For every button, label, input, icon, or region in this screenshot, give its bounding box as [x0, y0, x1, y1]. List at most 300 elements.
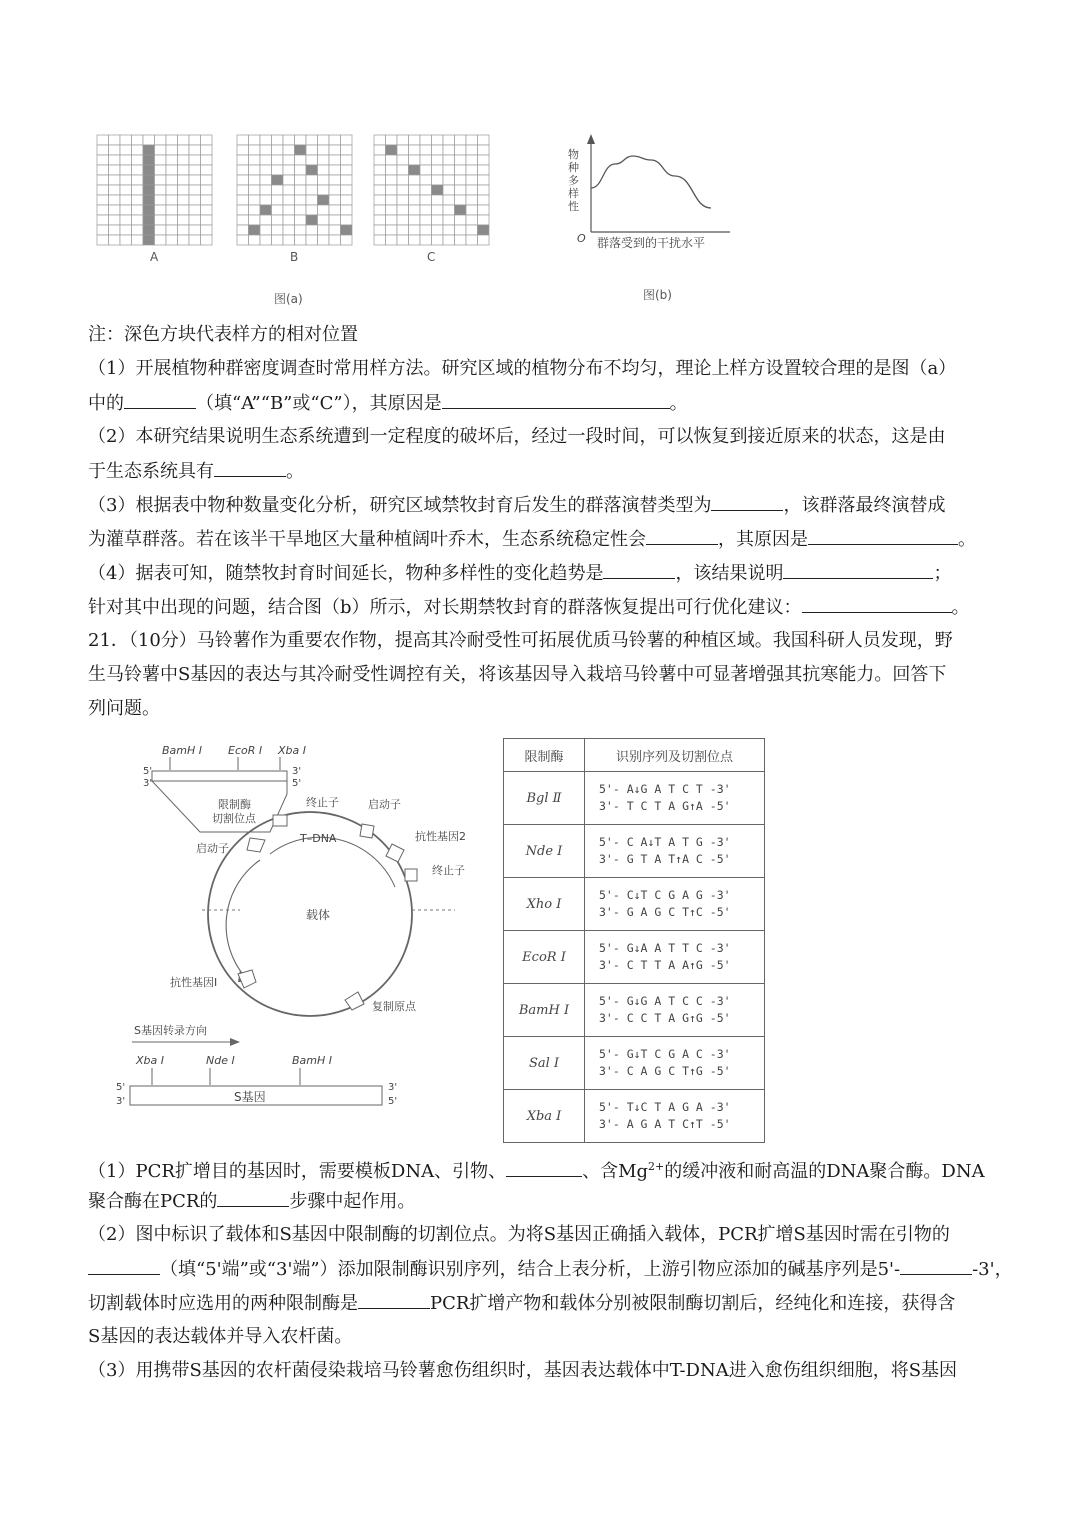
grid-cell [295, 205, 307, 215]
grid-cell [120, 145, 132, 155]
grid-cell [283, 135, 295, 145]
grid-cell [109, 185, 121, 195]
grid-cell [132, 195, 144, 205]
grid-cell [166, 145, 178, 155]
grid-cell [132, 235, 144, 245]
grid-cell [189, 165, 201, 175]
grid-cell [386, 195, 398, 205]
grid-cell [432, 235, 444, 245]
grid-cell [478, 155, 490, 165]
q3-answer-blank-2[interactable] [646, 522, 718, 545]
grid-cell [178, 215, 190, 225]
grid-cell [178, 185, 190, 195]
strip-3-end-right: 3' [292, 766, 302, 777]
terminator-top-box [273, 815, 287, 826]
grid-cell [443, 135, 455, 145]
q4-text-end: ； [933, 563, 952, 584]
grid-cell [374, 175, 386, 185]
grid-cell [306, 185, 318, 195]
grid-cell [120, 165, 132, 175]
enzyme-sequence [585, 1037, 765, 1090]
grid-cell [283, 205, 295, 215]
p2-answer-blank-1[interactable] [88, 1252, 160, 1275]
grid-cell [132, 145, 144, 155]
grid-cell [329, 225, 341, 235]
site-label-xba1: Xba Ⅰ [278, 744, 306, 757]
q3-answer-blank-1[interactable] [711, 488, 783, 511]
grid-cell [455, 165, 467, 175]
grid-cell [166, 225, 178, 235]
grid-cell [466, 135, 478, 145]
grid-cell [109, 205, 121, 215]
grid-cell [237, 195, 249, 205]
seq-top: 5'- C↓T C G A G -3' [599, 888, 731, 902]
grid-cell [374, 215, 386, 225]
label-tdna: T–DNA [300, 832, 337, 845]
q1-text-end: 。 [669, 393, 688, 414]
grid-cell [478, 205, 490, 215]
grid-cell [318, 155, 330, 165]
grid-cell [272, 155, 284, 165]
grid-cell [329, 155, 341, 165]
grid-cell [143, 135, 155, 145]
grid-cell [189, 155, 201, 165]
grid-cell [132, 215, 144, 225]
grid-cell [443, 175, 455, 185]
p3-line1: （3）用携带S基因的农杆菌侵染栽培马铃薯愈伤组织时，基因表达载体中T-DNA进入愈伤组织细胞，将S基因 [88, 1360, 958, 1381]
label-terminator-right: 终止子 [432, 864, 465, 877]
p2-line1: （2）图中标识了载体和S基因中限制酶的切割位点。为将S基因正确插入载体，PCR扩增S基因时需在引物的 [88, 1224, 950, 1245]
q3b-text-pre: 为灌草群落。若在该半干旱地区大量种植阔叶乔木，生态系统稳定性会 [88, 529, 646, 550]
grid-cell [409, 195, 421, 205]
grid-cell [272, 225, 284, 235]
grid-cell [478, 165, 490, 175]
grid-cell [466, 165, 478, 175]
grid-cell [295, 175, 307, 185]
grid-cell [132, 175, 144, 185]
grid-cell [409, 235, 421, 245]
grid-cell [318, 185, 330, 195]
origin-label: O [577, 232, 586, 245]
box-label-enzyme: 限制酶 [218, 798, 251, 811]
grid-cell [443, 195, 455, 205]
grid-cell [455, 155, 467, 165]
sample-plot-cell [409, 165, 421, 175]
sample-plot-cell [143, 165, 155, 175]
diversity-curve [591, 156, 711, 208]
label-resist2: 抗性基因2 [415, 830, 466, 843]
q1-line2 [88, 386, 688, 421]
p1-answer-blank-2[interactable] [217, 1184, 289, 1207]
p2-line2 [88, 1252, 1013, 1287]
grid-cell [283, 185, 295, 195]
inner-arrow-arc [226, 860, 260, 977]
grid-cell [249, 145, 261, 155]
grid-cell [318, 215, 330, 225]
grid-cell [409, 145, 421, 155]
grid-cell [155, 155, 167, 165]
grid-cell [455, 195, 467, 205]
grid-cell [295, 195, 307, 205]
seq-bottom: 3'- C C T A G↑G -5' [599, 1011, 731, 1025]
grid-cell [155, 215, 167, 225]
grid-cell [455, 235, 467, 245]
q2-text-pre: 于生态系统具有 [88, 461, 214, 482]
grid-cell [237, 235, 249, 245]
grid-a [96, 134, 216, 247]
grid-cell [237, 175, 249, 185]
grid-cell [189, 185, 201, 195]
grid-cell [97, 235, 109, 245]
grid-cell [455, 135, 467, 145]
grid-cell [478, 185, 490, 195]
grid-cell [420, 215, 432, 225]
grid-cell [295, 155, 307, 165]
grid-cell [420, 135, 432, 145]
grid-cell [466, 155, 478, 165]
sample-plot-cell [306, 165, 318, 175]
grid-cell [237, 165, 249, 175]
grid-cell [132, 155, 144, 165]
grid-cell [466, 145, 478, 155]
strip-5-end: 5' [143, 766, 153, 777]
grid-cell [420, 205, 432, 215]
grid-cell [237, 155, 249, 165]
p1b-text-pre: 聚合酶在PCR的 [88, 1191, 218, 1212]
grid-cell [178, 205, 190, 215]
grid-cell [189, 205, 201, 215]
grid-cell [201, 145, 213, 155]
grid-cell [155, 145, 167, 155]
site-label-bamh1: BamH Ⅰ [162, 744, 203, 757]
p1-answer-blank-1[interactable] [506, 1154, 582, 1177]
grid-cell [386, 215, 398, 225]
sample-plot-cell [306, 215, 318, 225]
table-row [504, 1037, 765, 1090]
grid-cell [178, 225, 190, 235]
sample-plot-cell [260, 205, 272, 215]
p2c-text-end: PCR扩增产物和载体分别被限制酶切割后，经纯化和连接，获得含 [430, 1293, 956, 1314]
grid-cell [249, 205, 261, 215]
grid-cell [97, 205, 109, 215]
p2-answer-blank-3[interactable] [358, 1286, 430, 1309]
table-row [504, 772, 765, 825]
grid-cell [155, 205, 167, 215]
grid-cell [201, 185, 213, 195]
grid-cell [120, 175, 132, 185]
grid-cell [397, 225, 409, 235]
grid-cell [201, 215, 213, 225]
table-row [504, 878, 765, 931]
grid-cell [109, 225, 121, 235]
grid-cell [409, 135, 421, 145]
grid-cell [201, 155, 213, 165]
grid-cell [443, 225, 455, 235]
grid-cell [466, 225, 478, 235]
sample-plot-cell [143, 205, 155, 215]
grid-cell [283, 195, 295, 205]
grid-cell [155, 235, 167, 245]
seq-bottom: 3'- A G A T C↑T -5' [599, 1117, 731, 1131]
seq-top: 5'- A↓G A T C T -3' [599, 782, 731, 796]
grid-b [236, 134, 356, 247]
q3-text-pre: （3）根据表中物种数量变化分析，研究区域禁牧封育后发生的群落演替类型为 [88, 495, 712, 516]
grid-cell [420, 225, 432, 235]
enzyme-sequence [585, 825, 765, 878]
grid-cell [478, 215, 490, 225]
terminator-right-box [405, 869, 417, 881]
grid-cell [97, 185, 109, 195]
grid-cell [109, 195, 121, 205]
grid-cell [432, 165, 444, 175]
q3-text-end: ，该群落最终演替成 [783, 495, 946, 516]
grid-cell [120, 235, 132, 245]
p1-text-pre: （1）PCR扩增目的基因时，需要模板DNA、引物、 [88, 1161, 507, 1182]
grid-cell [272, 215, 284, 225]
q3-line2 [88, 522, 976, 557]
grid-cell [443, 215, 455, 225]
grid-cell [189, 215, 201, 225]
grid-cell [409, 185, 421, 195]
grid-cell [386, 205, 398, 215]
grid-cell [132, 185, 144, 195]
grid-cell [132, 225, 144, 235]
grid-cell [329, 205, 341, 215]
grid-cell [120, 215, 132, 225]
enzyme-sequence [585, 878, 765, 931]
grid-cell [386, 175, 398, 185]
grid-cell [97, 175, 109, 185]
grid-cell [329, 235, 341, 245]
q1-answer-blank-1[interactable] [124, 386, 196, 409]
grid-cell [178, 145, 190, 155]
q2-answer-blank[interactable] [214, 454, 286, 477]
grid-cell [420, 175, 432, 185]
enzyme-sequence [585, 984, 765, 1037]
grid-panel-a [96, 134, 216, 247]
p1-line2 [88, 1184, 415, 1219]
grid-cell [409, 215, 421, 225]
grid-cell [201, 165, 213, 175]
grid-cell [478, 145, 490, 155]
grid-cell [166, 185, 178, 195]
grid-cell [155, 175, 167, 185]
grid-cell [432, 145, 444, 155]
grid-cell [306, 145, 318, 155]
grid-cell [97, 135, 109, 145]
grid-label-a: A [150, 250, 159, 264]
table-row [504, 931, 765, 984]
enzyme-name: Xba Ⅰ [504, 1090, 585, 1143]
q21-line2: 生马铃薯中S基因的表达与其冷耐受性调控有关，将该基因导入栽培马铃薯中可显著增强其抗寒能力。回答下 [88, 664, 947, 685]
grid-cell [132, 205, 144, 215]
grid-panel-b [236, 134, 356, 247]
grid-cell [249, 215, 261, 225]
sample-plot-cell [143, 225, 155, 235]
grid-cell [306, 135, 318, 145]
grid-cell [249, 195, 261, 205]
grid-cell [272, 235, 284, 245]
grid-cell [283, 215, 295, 225]
grid-cell [397, 155, 409, 165]
sample-plot-cell [318, 195, 330, 205]
grid-cell [374, 155, 386, 165]
q4-answer-blank-3[interactable] [802, 590, 952, 613]
grid-cell [374, 195, 386, 205]
grid-cell [260, 175, 272, 185]
grid-cell [341, 185, 353, 195]
figure-b-caption: 图(b) [643, 288, 672, 302]
grid-cell [386, 135, 398, 145]
grid-cell [478, 195, 490, 205]
grid-cell [120, 195, 132, 205]
grid-cell [374, 225, 386, 235]
grid-cell [201, 175, 213, 185]
grid-cell [341, 165, 353, 175]
grid-cell [397, 165, 409, 175]
y-axis-label: 物种多样性 [568, 148, 579, 213]
grid-cell [432, 175, 444, 185]
enzyme-name: Bgl Ⅱ [504, 772, 585, 825]
seq-top: 5'- C A↓T A T G -3' [599, 835, 731, 849]
grid-cell [329, 175, 341, 185]
grid-cell [466, 235, 478, 245]
grid-cell [155, 225, 167, 235]
grid-cell [409, 205, 421, 215]
p2-answer-blank-2[interactable] [900, 1252, 972, 1275]
grid-cell [397, 145, 409, 155]
enzyme-sequence [585, 772, 765, 825]
grid-cell [178, 175, 190, 185]
enzyme-table [503, 738, 765, 1143]
grid-cell [478, 175, 490, 185]
q4-text-mid: ，该结果说明 [675, 563, 784, 584]
header-enzyme: 限制酶 [504, 739, 585, 772]
grid-cell [318, 225, 330, 235]
grid-cell [386, 165, 398, 175]
grid-cell [432, 215, 444, 225]
enzyme-name: Sal Ⅰ [504, 1037, 585, 1090]
q3-answer-blank-3[interactable] [808, 522, 958, 545]
grid-cell [432, 135, 444, 145]
grid-cell [318, 205, 330, 215]
grid-cell [306, 175, 318, 185]
grid-cell [443, 145, 455, 155]
grid-cell [374, 145, 386, 155]
grid-cell [466, 215, 478, 225]
enzyme-sequence [585, 931, 765, 984]
grid-cell [109, 135, 121, 145]
grid-cell [318, 165, 330, 175]
grid-cell [374, 135, 386, 145]
grid-cell [318, 135, 330, 145]
q2-line2 [88, 454, 304, 489]
grid-cell [455, 185, 467, 195]
grid-cell [120, 155, 132, 165]
grid-cell [306, 225, 318, 235]
seq-bottom: 3'- C A G C T↑G -5' [599, 1064, 731, 1078]
grid-cell [409, 175, 421, 185]
enzyme-name: Nde Ⅰ [504, 825, 585, 878]
grid-cell [155, 185, 167, 195]
grid-cell [386, 235, 398, 245]
grid-cell [109, 175, 121, 185]
grid-cell [97, 215, 109, 225]
label-ori: 复制原点 [372, 1000, 416, 1013]
grid-cell [443, 205, 455, 215]
grid-cell [166, 165, 178, 175]
enzyme-sequence [585, 1090, 765, 1143]
grid-cell [443, 165, 455, 175]
grid-cell [260, 185, 272, 195]
q1-answer-blank-2[interactable] [442, 386, 670, 409]
grid-cell [201, 195, 213, 205]
grid-cell [155, 195, 167, 205]
grid-cell [178, 195, 190, 205]
grid-cell [260, 165, 272, 175]
seq-bottom: 3'- C T T A A↑G -5' [599, 958, 731, 972]
p1-text-mid: 、含Mg [582, 1161, 649, 1182]
grid-cell [455, 215, 467, 225]
grid-cell [178, 165, 190, 175]
sample-plot-cell [478, 225, 490, 235]
strip-5-end-right: 5' [292, 778, 302, 789]
grid-cell [189, 175, 201, 185]
grid-cell [420, 195, 432, 205]
grid-cell [306, 195, 318, 205]
grid-cell [97, 155, 109, 165]
seq-top: 5'- G↓T C G A C -3' [599, 1047, 731, 1061]
q4-answer-blank-1[interactable] [603, 556, 675, 579]
sample-plot-cell [143, 215, 155, 225]
grid-cell [272, 165, 284, 175]
grid-cell [155, 165, 167, 175]
grid-cell [237, 225, 249, 235]
enzyme-name: Xho Ⅰ [504, 878, 585, 931]
gene-3-end-left: 3' [116, 1096, 126, 1107]
q2-line1: （2）本研究结果说明生态系统遭到一定程度的破坏后，经过一段时间，可以恢复到接近原来的状态，这是由 [88, 426, 946, 447]
grid-cell [374, 205, 386, 215]
q4-answer-blank-2[interactable] [783, 556, 933, 579]
grid-cell [272, 145, 284, 155]
q4b-text-end: 。 [951, 597, 970, 618]
grid-cell [329, 165, 341, 175]
strip-3-end-left: 3' [143, 778, 153, 789]
grid-cell [295, 185, 307, 195]
gene-site-label-xba1: Xba Ⅰ [136, 1054, 164, 1067]
gene-5-end: 5' [116, 1082, 126, 1093]
grid-cell [329, 145, 341, 155]
grid-cell [306, 155, 318, 165]
grid-cell [189, 225, 201, 235]
grid-label-b: B [290, 250, 299, 264]
sample-plot-cell [143, 175, 155, 185]
grid-cell [283, 175, 295, 185]
sample-plot-cell [272, 175, 284, 185]
grid-cell [260, 225, 272, 235]
grid-cell [272, 195, 284, 205]
grid-cell [189, 235, 201, 245]
grid-cell [341, 145, 353, 155]
grid-cell [166, 195, 178, 205]
figure-a [88, 128, 508, 308]
seq-bottom: 3'- G A G C T↑C -5' [599, 905, 731, 919]
y-axis-arrow [587, 134, 595, 144]
x-axis-label: 群落受到的干扰水平 [597, 236, 706, 250]
grid-cell [397, 135, 409, 145]
label-terminator-top: 终止子 [306, 796, 339, 809]
grid-cell [249, 135, 261, 145]
